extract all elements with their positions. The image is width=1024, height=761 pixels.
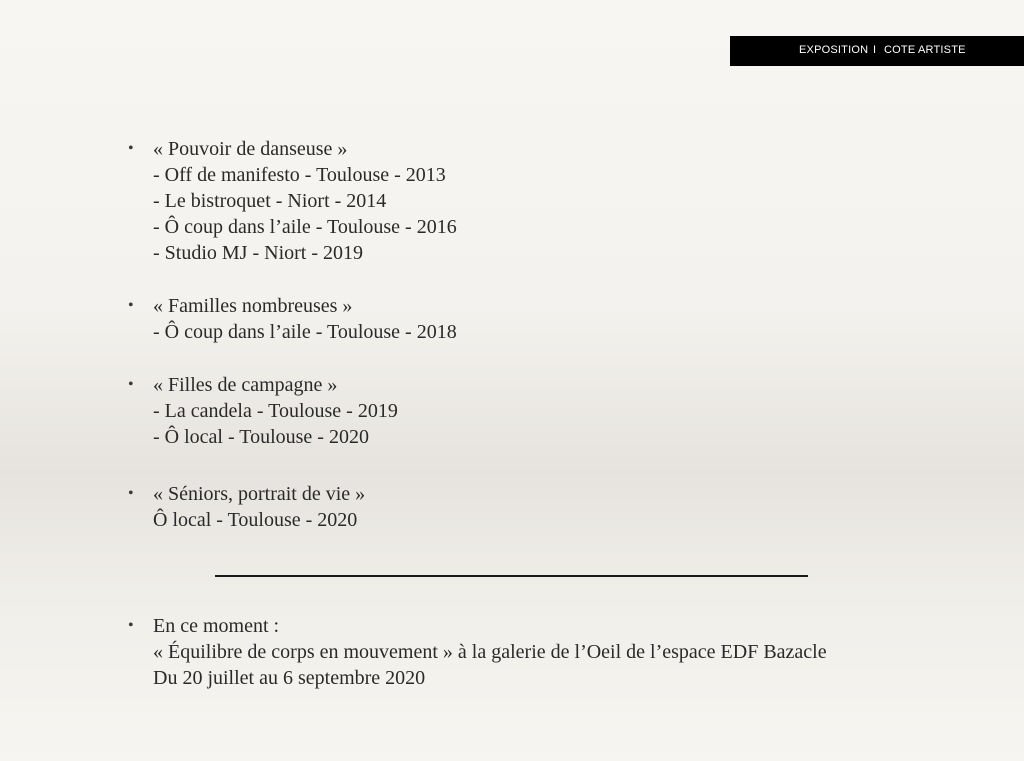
venue-line: - Ô local - Toulouse - 2020 bbox=[153, 426, 369, 448]
venue-line: - Ô coup dans l’aile - Toulouse - 2016 bbox=[153, 216, 457, 238]
list-item-en-ce-moment bbox=[128, 613, 827, 691]
section-title: En ce moment : bbox=[153, 615, 280, 637]
current-exhibition-dates: Du 20 juillet au 6 septembre 2020 bbox=[153, 667, 426, 689]
list-item-filles-de-campagne bbox=[128, 372, 398, 450]
bullet-icon: • bbox=[128, 140, 134, 157]
section-title: « Familles nombreuses » bbox=[153, 295, 353, 317]
venue-line: - Le bistroquet - Niort - 2014 bbox=[153, 190, 387, 212]
bullet-icon: • bbox=[128, 617, 134, 634]
header-separator: I bbox=[873, 44, 877, 56]
current-exhibition-line: « Équilibre de corps en mouvement » à la galerie de l’Oeil de l’espace EDF Bazacle bbox=[153, 641, 827, 663]
list-item-seniors-portrait bbox=[128, 481, 365, 533]
venue-line: Ô local - Toulouse - 2020 bbox=[153, 509, 358, 531]
section-title: « Séniors, portrait de vie » bbox=[153, 483, 366, 505]
section-title: « Pouvoir de danseuse » bbox=[153, 138, 348, 160]
section-title: « Filles de campagne » bbox=[153, 374, 338, 396]
list-item-familles-nombreuses bbox=[128, 293, 457, 345]
venue-line: - Off de manifesto - Toulouse - 2013 bbox=[153, 164, 446, 186]
venue-line: - Ô coup dans l’aile - Toulouse - 2018 bbox=[153, 321, 457, 343]
header-bar bbox=[730, 36, 1024, 66]
horizontal-divider bbox=[215, 575, 808, 577]
header-cote-artiste: COTE ARTISTE bbox=[884, 44, 966, 56]
bullet-icon: • bbox=[128, 297, 134, 314]
venue-line: - Studio MJ - Niort - 2019 bbox=[153, 242, 363, 264]
bullet-icon: • bbox=[128, 485, 134, 502]
header-exposition: EXPOSITION bbox=[799, 44, 869, 56]
bullet-icon: • bbox=[128, 376, 134, 393]
venue-line: - La candela - Toulouse - 2019 bbox=[153, 400, 398, 422]
list-item-pouvoir-de-danseuse bbox=[128, 136, 457, 266]
